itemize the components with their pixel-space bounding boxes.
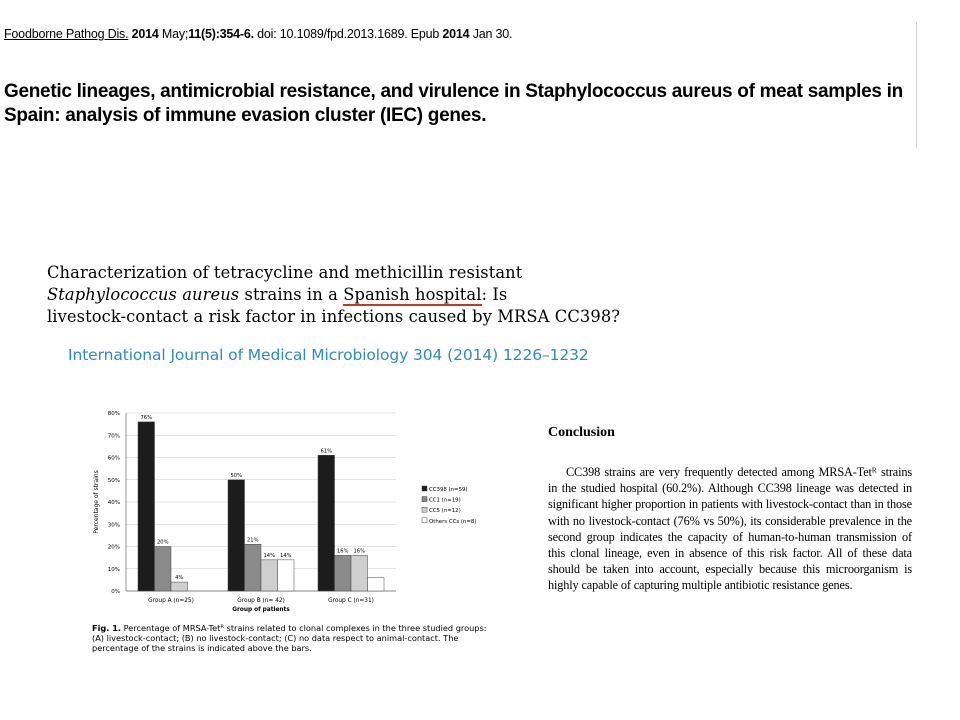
- bar: [351, 555, 368, 591]
- bar: [171, 582, 188, 591]
- value-label: 61%: [320, 448, 333, 455]
- value-label: 4%: [175, 575, 184, 582]
- value-label: 16%: [353, 548, 366, 555]
- citation-doi: doi: 10.1089/fpd.2013.1689. Epub: [253, 27, 443, 41]
- legend-swatch: [422, 486, 427, 491]
- value-label: 21%: [246, 537, 259, 544]
- title2-underlined-phrase: Spanish hospital: [343, 285, 482, 304]
- bar: [278, 560, 295, 591]
- figure-bar-chart: [86, 405, 496, 620]
- bar: [228, 480, 245, 591]
- journal-link[interactable]: Foodborne Pathog Dis.: [4, 27, 129, 41]
- paper-title-1: Genetic lineages, antimicrobial resistance, and virulence in Staphylococcus aureus of meat samples in Spain: analysis of immune evasion cluster (IEC) genes.: [4, 81, 903, 126]
- title2-line3: livestock-contact a risk factor in infections caused by MRSA CC398?: [47, 307, 621, 326]
- title2-species: Staphylococcus aureus: [47, 285, 240, 304]
- y-tick-label: 80%: [107, 411, 120, 417]
- value-label: 14%: [263, 552, 276, 559]
- legend-label: CC398 (n=59): [429, 487, 468, 493]
- citation-line: [4, 27, 512, 41]
- title2-mid: strains in a: [239, 285, 344, 304]
- conclusion-heading: Conclusion: [548, 425, 615, 440]
- value-label: 50%: [230, 472, 243, 479]
- title2-end: : Is: [481, 285, 508, 304]
- bar: [318, 455, 335, 591]
- legend-swatch: [422, 497, 427, 502]
- citation-year: 2014: [128, 27, 159, 41]
- bar: [155, 547, 172, 592]
- value-label: 20%: [156, 539, 169, 546]
- citation-month: May;: [158, 27, 189, 41]
- legend-swatch: [422, 518, 427, 523]
- bar: [261, 560, 278, 591]
- value-label: 14%: [279, 552, 292, 559]
- y-tick-label: 50%: [107, 477, 120, 484]
- x-tick-label: Group B (n= 42): [237, 598, 285, 604]
- legend-label: CC1 (n=19): [429, 497, 461, 504]
- y-tick-label: 40%: [107, 500, 120, 506]
- caption-label: Fig. 1.: [92, 623, 122, 633]
- bar: [245, 544, 262, 591]
- y-tick-label: 70%: [107, 433, 120, 440]
- value-label: 76%: [140, 414, 153, 421]
- bar: [335, 555, 352, 591]
- legend-label: CC5 (n=12): [429, 508, 461, 515]
- y-tick-label: 30%: [107, 522, 120, 529]
- legend-swatch: [422, 507, 427, 512]
- x-tick-label: Group C (n=31): [328, 598, 374, 604]
- y-tick-label: 60%: [107, 455, 120, 462]
- title2-line1: Characterization of tetracycline and methicillin resistant: [47, 263, 523, 282]
- value-label: 16%: [336, 548, 349, 555]
- journal-reference-2: International Journal of Medical Microbiology 304 (2014) 1226–1232: [68, 346, 589, 364]
- y-tick-label: 10%: [107, 566, 120, 573]
- bar: [138, 422, 155, 591]
- citation-volume: 11(5):354-6.: [188, 27, 254, 41]
- legend-label: Others CCs (n=8): [429, 518, 477, 525]
- bar: [368, 578, 385, 591]
- conclusion-body: CC398 strains are very frequently detected among MRSA-Tetᴿ strains in the studied hospital (60.2%). Although CC398 lineage was detected in significant higher proportion in patients with livestock-contact than in those with no livestock-contact (76% vs 50%), its considerable prevalence in the second group indicates the capacity of human-to-human transmission of this clonal lineage, even in absence of this risk factor. All of these data should be taken into account, especially because this microorganism is highly capable of capturing multiple antibiotic resistance genes.: [548, 465, 912, 593]
- x-axis-title: Group of patients: [232, 607, 290, 613]
- chart-svg: [86, 405, 496, 620]
- figure-caption: [92, 623, 492, 653]
- paper-title-2: [47, 262, 747, 328]
- y-axis-title: Percentage of strains: [93, 470, 100, 534]
- caption-text: Percentage of MRSA-Tetᴿ strains related to clonal complexes in the three studied groups: (A) livestock-contact; (B) no livestock-contact; (C) no data respect to animal-contact. The percentage of the strains is indicated above the bars.: [92, 623, 487, 653]
- citation-epub-date: Jan 30.: [469, 27, 513, 41]
- citation-epub-year: 2014: [442, 27, 470, 41]
- y-tick-label: 0%: [111, 589, 120, 595]
- x-tick-label: Group A (n=25): [148, 598, 194, 604]
- title2-line2: [47, 284, 747, 306]
- y-tick-label: 20%: [107, 544, 120, 551]
